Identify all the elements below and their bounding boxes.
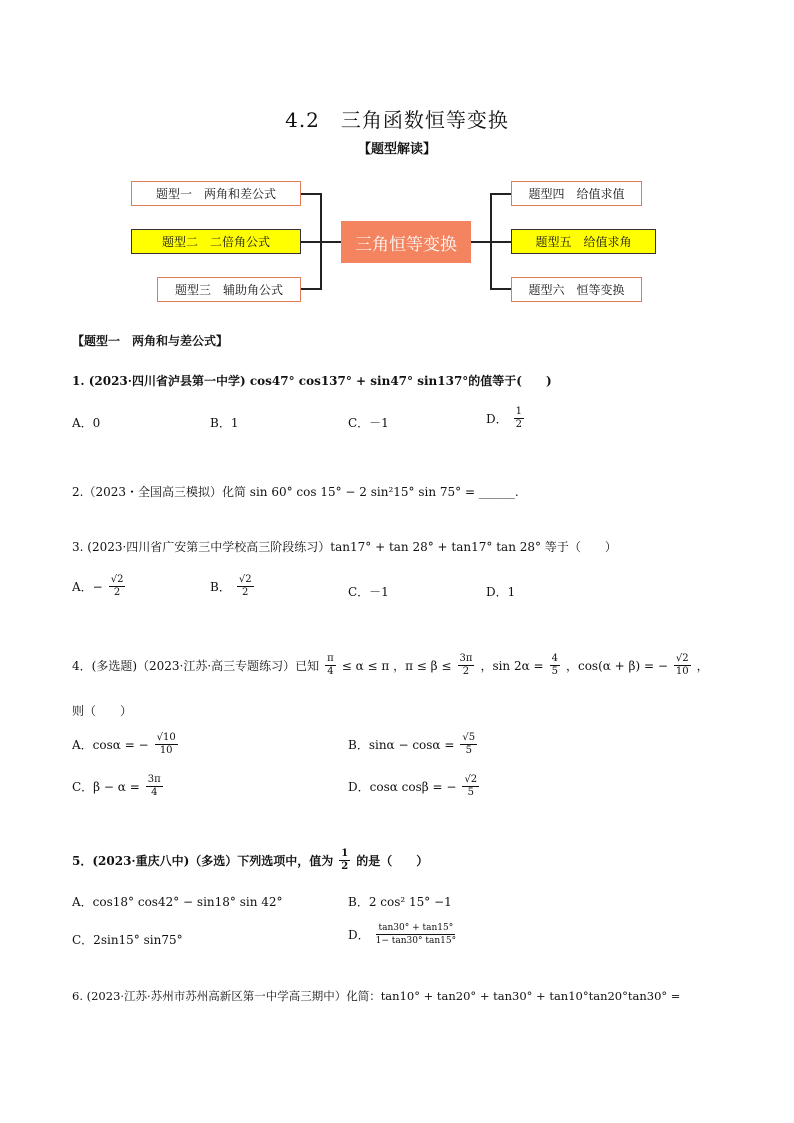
q3-option-a: A．− $\frac{√2}{2}$ <box>72 574 124 598</box>
q2-stem: 2.（2023・全国高三模拟）化简 sin 60° cos 15° − 2 sin²15° sin 75° = ______. <box>72 485 519 499</box>
q5-option-a: A．cos18° cos42° − sin18° sin 42° <box>72 895 283 909</box>
q5-stem: 5．(2023·重庆八中)（多选）下列选项中，值为 $\frac{1}{2}$ 的是（ ） <box>72 848 429 872</box>
q4-option-b: B．sinα − cosα = $\frac{√5}{5}$ <box>348 732 476 756</box>
mindmap-right-1: 题型四 给值求值 <box>511 181 642 206</box>
q1-option-a: A．0 <box>72 416 101 430</box>
mindmap-left-3: 题型三 辅助角公式 <box>157 277 301 302</box>
mindmap-left-2: 题型二 二倍角公式 <box>131 229 301 254</box>
mindmap-right-3: 题型六 恒等变换 <box>511 277 642 302</box>
mindmap-center: 三角恒等变换 <box>341 221 471 263</box>
q4-option-c: C．β − α = $\frac{3\pi}{4}$ <box>72 774 161 798</box>
q3-option-c: C．－1 <box>348 585 389 599</box>
q4-option-d: D．cosα cosβ = − $\frac{√2}{5}$ <box>348 774 478 798</box>
page-title: 4.2 三角函数恒等变换 <box>285 108 509 132</box>
q5-option-b: B．2 cos² 15° −1 <box>348 895 452 909</box>
q4-option-a: A．cosα = − $\frac{√10}{10}$ <box>72 732 176 756</box>
q4-then: 则（ ） <box>72 704 133 718</box>
q6-stem: 6. (2023·江苏·苏州市苏州高新区第一中学高三期中）化简：tan10° + tan20° + tan30° + tan10°tan20°tan30° = <box>72 989 681 1003</box>
q4-stem: 4．(多选题)（2023·江苏·高三专题练习）已知 $\frac{\pi}{4}$ ≤ α ≤ π ，π ≤ β ≤ $\frac{3\pi}{2}$ ，sin 2α = $\frac{4}{5}$ ，cos(α + β) = − $\frac{√2}{10}$ ， <box>72 653 709 677</box>
page-subtitle: 【题型解读】 <box>357 142 436 157</box>
q1-stem: 1. (2023·四川省泸县第一中学) cos47° cos137° + sin47° sin137°的值等于( ) <box>72 374 552 388</box>
section-heading: 【题型一 两角和与差公式】 <box>72 334 229 348</box>
q3-stem: 3. (2023·四川省广安第三中学校高三阶段练习）tan17° + tan 28° + tan17° tan 28° 等于（ ） <box>72 540 617 554</box>
q3-option-d: D．1 <box>486 585 516 599</box>
q5-option-d: D． $\frac{\tan 30^\circ + \tan 15^\circ}{1- \tan 30^\circ \tan 15^\circ}$ <box>348 923 457 946</box>
q1-option-b: B．1 <box>210 416 239 430</box>
mindmap-left-1: 题型一 两角和差公式 <box>131 181 301 206</box>
mindmap-right-2: 题型五 给值求角 <box>511 229 656 254</box>
q1-option-d: D． $\frac{1}{2}$ <box>486 406 522 430</box>
q3-option-b: B． $\frac{√2}{2}$ <box>210 574 252 598</box>
q1-option-c: C．－1 <box>348 416 389 430</box>
q5-option-c: C．2sin15° sin75° <box>72 933 183 947</box>
